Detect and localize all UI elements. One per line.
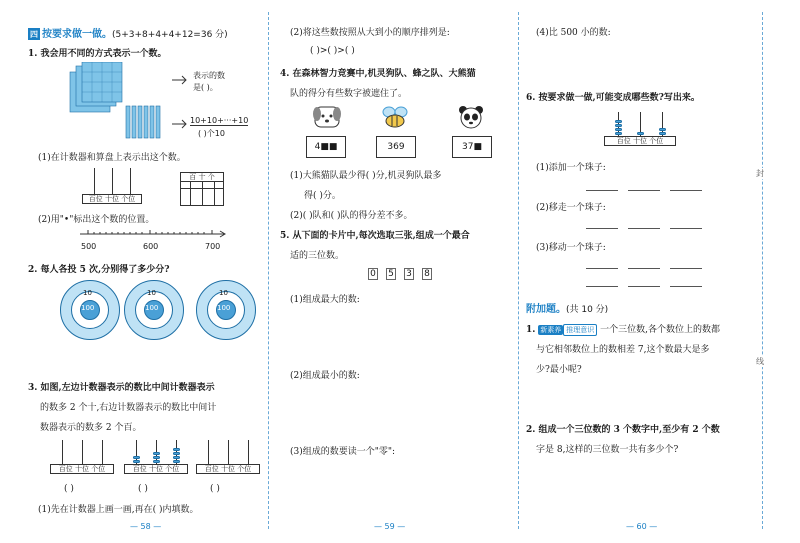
digit-card-3: 3 (404, 268, 414, 280)
digit-card-5: 5 (386, 268, 396, 280)
answer-line (628, 190, 660, 191)
margin-char-seal: 封 (756, 169, 764, 178)
tag-reasoning: 推理意识 (563, 324, 597, 336)
section-badge: 四 (30, 29, 38, 39)
answer-paren-3: ( ) (210, 484, 220, 494)
question-6: 6. 按要求做一做,可能变成哪些数?写出来。 (526, 93, 700, 103)
target-3: 10 100 (196, 280, 256, 340)
dog-icon (312, 104, 342, 130)
target-1: 10 100 (60, 280, 120, 340)
bonus-1-line2: 与它相邻数位上的数相差 7,这个数最大是多 (536, 345, 710, 355)
counter-q6: 百位 十位 个位 (604, 112, 676, 148)
page-number-59: — 59 — (374, 522, 406, 531)
column-divider-left (268, 12, 269, 529)
question-3-line1: 3. 如图,左边计数器表示的数比中间计数器表示 (28, 383, 215, 393)
section-heading: 四 按要求做一做。(5+3+8+4+4+12=36 分) (30, 29, 228, 40)
counter-left: 百位 十位 个位 (50, 440, 114, 476)
question-1-2: (2)用"•"标出这个数的位置。 (38, 215, 155, 225)
order-blanks: ( )>( )>( ) (310, 46, 355, 56)
answer-line (670, 286, 702, 287)
counter-labels: 百位 十位 个位 (82, 194, 142, 204)
question-5-3: (3)组成的数要读一个"零": (290, 447, 396, 457)
tick-700: 700 (205, 242, 221, 251)
abacus (180, 172, 224, 206)
bonus-2-line2: 字是 8,这样的三位数一共有多少个? (536, 445, 679, 455)
question-1: 1. 我会用不同的方式表示一个数。 (28, 49, 167, 59)
base-ten-blocks-image (68, 62, 178, 142)
answer-line (586, 286, 618, 287)
counter-right: 百位 十位 个位 (196, 440, 260, 476)
question-4-1a: (1)大熊猫队最少得( )分,机灵狗队最多 (290, 171, 442, 181)
question-4-1b: 得( )分。 (304, 191, 341, 201)
answer-line (670, 268, 702, 269)
page-number-60: — 60 — (626, 522, 658, 531)
margin-char-line: 线 (756, 357, 764, 366)
question-5-line2: 适的三位数。 (290, 251, 345, 261)
bonus-heading: 附加题。(共 10 分) (526, 304, 609, 315)
answer-line (628, 286, 660, 287)
question-6-1: (1)添加一个珠子: (536, 163, 606, 173)
counter-1 (82, 168, 142, 204)
answer-line (586, 190, 618, 191)
question-4-line1: 4. 在森林智力竞赛中,机灵狗队、蜂之队、大熊猫 (280, 69, 476, 79)
bonus-1-line1: 1. 新素养 推理意识 一个三位数,各个数位上的数都 (526, 325, 721, 335)
score-card-bee: 369 (376, 136, 416, 158)
number-line (78, 228, 228, 242)
answer-paren-2: ( ) (138, 484, 148, 494)
panda-icon (456, 104, 486, 130)
note-represent: 表示的数 (193, 71, 225, 80)
bonus-1-line3: 少?最小呢? (536, 365, 582, 375)
score-card-dog: 4■■ (306, 136, 346, 158)
note-is: 是( )。 (193, 83, 218, 92)
answer-line (670, 190, 702, 191)
middle-q2-order: (2)将这些数按照从大到小的顺序排列是: (290, 28, 450, 38)
answer-line (628, 268, 660, 269)
digit-card-0: 0 (368, 268, 378, 280)
question-2: 2. 每人各投 5 次,分别得了多少分? (28, 265, 170, 275)
note-sum: 10+10+···+10 (190, 116, 249, 125)
note-count: ( )个10 (198, 129, 225, 138)
bonus-2-line1: 2. 组成一个三位数的 3 个数字中,至少有 2 个数 (526, 425, 720, 435)
question-6-3: (3)移动一个珠子: (536, 243, 606, 253)
answer-line (586, 228, 618, 229)
tick-600: 600 (143, 242, 159, 251)
tag-new-literacy: 新素养 (540, 326, 562, 334)
question-3-line3: 数器表示的数多 2 个百。 (40, 423, 142, 433)
score-card-panda: 37■ (452, 136, 492, 158)
question-5-2: (2)组成最小的数: (290, 371, 360, 381)
binding-line (762, 12, 763, 529)
question-5-line1: 5. 从下面的卡片中,每次选取三张,组成一个最合 (280, 231, 470, 241)
bee-icon (380, 104, 410, 130)
right-q4: (4)比 500 小的数: (536, 28, 611, 38)
answer-line (670, 228, 702, 229)
arrow-icon (170, 72, 190, 132)
abacus-labels: 百 十 个 (180, 172, 224, 182)
counter-middle: 百位 十位 个位 (124, 440, 188, 476)
question-4-2: (2)( )队和( )队的得分差不多。 (290, 211, 413, 221)
digit-card-8: 8 (422, 268, 432, 280)
question-6-2: (2)移走一个珠子: (536, 203, 606, 213)
answer-paren-1: ( ) (64, 484, 74, 494)
tick-500: 500 (81, 242, 97, 251)
column-divider-right (518, 12, 519, 529)
question-3-line2: 的数多 2 个十,右边计数器表示的数比中间计 (40, 403, 217, 413)
question-1-1: (1)在计数器和算盘上表示出这个数。 (38, 153, 186, 163)
answer-line (628, 228, 660, 229)
question-5-1: (1)组成最大的数: (290, 295, 360, 305)
page-number-58: — 58 — (130, 522, 162, 531)
question-3-1: (1)先在计数器上画一画,再在( )内填数。 (38, 505, 199, 515)
question-4-line2: 队的得分有些数字被遮住了。 (290, 89, 408, 99)
answer-line (586, 268, 618, 269)
target-2: 10 100 (124, 280, 184, 340)
